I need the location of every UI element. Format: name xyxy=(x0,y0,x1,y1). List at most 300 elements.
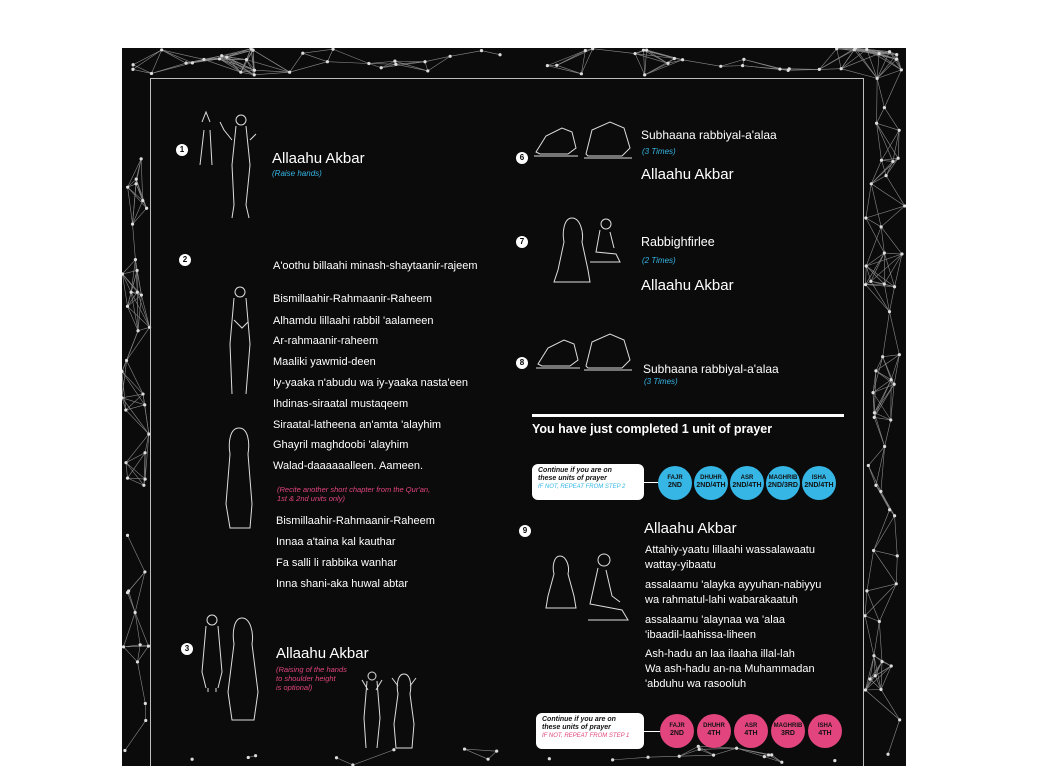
constellation-line xyxy=(135,612,140,644)
prayer-name: FAJR xyxy=(667,475,683,481)
constellation-line xyxy=(135,612,148,646)
constellation-dot xyxy=(185,61,188,64)
constellation-line xyxy=(867,550,874,590)
constellation-dot xyxy=(883,445,886,448)
continue-blue-line-1: Continue if you are on xyxy=(538,467,612,474)
figure-pair-raise-hands xyxy=(354,668,424,752)
constellation-dot xyxy=(124,408,127,411)
constellation-dot xyxy=(239,71,242,74)
constellation-line xyxy=(133,208,147,224)
constellation-dot xyxy=(897,157,900,160)
constellation-dot xyxy=(426,69,429,72)
constellation-dot xyxy=(141,392,144,395)
constellation-line xyxy=(137,292,149,327)
constellation-line xyxy=(866,285,890,312)
step-2-fatiha-7: Siraatal-latheena an'amta 'alayhim xyxy=(273,419,442,431)
constellation-dot xyxy=(898,129,901,132)
constellation-line xyxy=(127,306,138,330)
step-2-fatiha-5: Iy-yaaka n'abudu wa iy-yaaka nasta'een xyxy=(273,377,468,389)
step-9-line-9: 'abduhu wa rasooluh xyxy=(645,678,747,690)
constellation-dot xyxy=(142,484,145,487)
constellation-line xyxy=(635,54,645,75)
constellation-dot xyxy=(251,49,254,52)
step-8-badge: 8 xyxy=(516,357,528,369)
constellation-line xyxy=(874,550,898,555)
constellation-line xyxy=(128,159,141,187)
constellation-dot xyxy=(134,611,137,614)
constellation-line xyxy=(125,720,146,750)
constellation-line xyxy=(881,446,885,491)
constellation-dot xyxy=(140,157,143,160)
step-2-note-line-2: 1st & 2nd units only) xyxy=(277,494,345,503)
prayer-circle-asr-blue xyxy=(730,466,764,500)
step-3-note xyxy=(276,665,347,692)
constellation-dot xyxy=(591,48,594,50)
step-2-fatiha-8: Ghayril maghdoobi 'alayhim xyxy=(273,439,409,451)
step-3-badge: 3 xyxy=(181,643,193,655)
constellation-dot xyxy=(895,53,898,56)
constellation-dot xyxy=(125,359,128,362)
constellation-line xyxy=(884,70,901,108)
constellation-dot xyxy=(666,62,669,65)
prayer-unit: 2ND/4TH xyxy=(732,482,762,489)
constellation-dot xyxy=(122,396,124,399)
constellation-line xyxy=(333,49,369,63)
constellation-dot xyxy=(890,378,893,381)
constellation-line xyxy=(137,662,145,704)
constellation-line xyxy=(122,270,137,274)
constellation-dot xyxy=(331,48,334,51)
figure-standing-hijab xyxy=(220,424,258,532)
prayer-circle-asr-pink xyxy=(734,714,768,748)
constellation-line xyxy=(122,371,145,404)
constellation-dot xyxy=(741,64,744,67)
prayer-circle-dhuhr-blue xyxy=(694,466,728,500)
constellation-dot xyxy=(778,67,781,70)
constellation-line xyxy=(865,656,874,690)
constellation-dot xyxy=(673,57,676,60)
step-2-note-line-1: (Recite another short chapter from the Qur'an, xyxy=(277,485,431,494)
prayer-name: DHUHR xyxy=(703,723,725,729)
constellation-dot xyxy=(896,554,899,557)
constellation-dot xyxy=(141,199,144,202)
constellation-dot xyxy=(874,484,877,487)
constellation-line xyxy=(131,292,149,327)
step-1-note: (Raise hands) xyxy=(272,169,322,178)
constellation-dot xyxy=(870,182,873,185)
step-6-badge: 6 xyxy=(516,152,528,164)
figure-sitting-tashahhud xyxy=(542,548,638,640)
constellation-dot xyxy=(124,461,127,464)
step-9-line-1: Attahiy-yaatu lillaahi wassalawaatu xyxy=(645,544,815,556)
constellation-dot xyxy=(893,514,896,517)
constellation-line xyxy=(865,690,899,720)
constellation-line xyxy=(895,516,898,556)
constellation-line xyxy=(327,49,333,62)
step-3-note-line-1: (Raising of the hands xyxy=(276,665,347,674)
figure-standing-raise-hands xyxy=(194,110,264,222)
prayer-unit: 2ND/4TH xyxy=(804,482,834,489)
continue-box-pink xyxy=(536,713,644,749)
constellation-dot xyxy=(546,64,549,67)
continue-blue-line-2: these units of prayer xyxy=(538,475,607,482)
constellation-dot xyxy=(633,52,636,55)
constellation-line xyxy=(865,591,867,616)
constellation-dot xyxy=(865,264,868,267)
constellation-line xyxy=(866,206,905,218)
constellation-line xyxy=(253,50,290,72)
constellation-line xyxy=(126,434,149,463)
constellation-line xyxy=(547,50,585,65)
constellation-line xyxy=(884,253,902,254)
constellation-line xyxy=(865,584,896,616)
constellation-line xyxy=(868,466,881,492)
constellation-dot xyxy=(895,58,898,61)
constellation-dot xyxy=(872,654,875,657)
constellation-dot xyxy=(876,77,879,80)
step-2-kauthar-4: Inna shani-aka huwal abtar xyxy=(276,578,409,590)
constellation-dot xyxy=(288,71,291,74)
step-3-note-line-3: is optional) xyxy=(276,683,313,692)
constellation-line xyxy=(133,50,162,65)
constellation-line xyxy=(133,184,137,224)
constellation-line xyxy=(123,612,135,646)
constellation-dot xyxy=(220,54,223,57)
constellation-dot xyxy=(873,416,876,419)
continue-blue-connector xyxy=(644,482,658,483)
constellation-dot xyxy=(898,353,901,356)
constellation-dot xyxy=(380,66,383,69)
constellation-line xyxy=(162,50,186,63)
constellation-dot xyxy=(881,355,884,358)
constellation-line xyxy=(894,355,899,385)
prayer-unit: 4TH xyxy=(744,730,758,737)
prayer-circle-maghrib-blue xyxy=(766,466,800,500)
constellation-dot xyxy=(890,664,893,667)
constellation-dot xyxy=(874,369,877,372)
constellation-dot xyxy=(900,68,903,71)
step-8-note: (3 Times) xyxy=(644,377,678,386)
constellation-line xyxy=(290,62,328,72)
constellation-dot xyxy=(143,403,146,406)
constellation-dot xyxy=(888,310,891,313)
constellation-dot xyxy=(480,49,483,52)
constellation-line xyxy=(643,50,682,60)
constellation-line xyxy=(128,478,144,485)
constellation-dot xyxy=(301,52,304,55)
constellation-dot xyxy=(891,160,894,163)
constellation-dot xyxy=(123,749,126,752)
constellation-dot xyxy=(889,418,892,421)
constellation-dot xyxy=(584,49,587,52)
constellation-line xyxy=(877,78,878,123)
prayer-unit: 2ND xyxy=(669,730,684,737)
constellation-line xyxy=(133,65,151,74)
step-7-badge: 7 xyxy=(516,236,528,248)
constellation-dot xyxy=(136,290,139,293)
constellation-dot xyxy=(498,53,501,56)
step-9-line-6: 'ibaadil-laahissa-liheen xyxy=(645,629,756,641)
constellation-dot xyxy=(883,282,886,285)
constellation-dot xyxy=(886,753,889,756)
constellation-line xyxy=(885,420,891,447)
constellation-line xyxy=(888,720,900,754)
constellation-dot xyxy=(253,69,256,72)
step-2-kauthar-1: Bismillaahir-Rahmaanir-Raheem xyxy=(276,515,435,527)
prayer-unit: 4TH xyxy=(818,730,832,737)
prayer-name: FAJR xyxy=(669,723,685,729)
constellation-line xyxy=(871,160,881,184)
constellation-line xyxy=(874,550,897,583)
step-7-note: (2 Times) xyxy=(642,256,676,265)
constellation-line xyxy=(254,72,289,75)
constellation-dot xyxy=(135,178,138,181)
constellation-dot xyxy=(144,719,147,722)
constellation-line xyxy=(643,50,644,75)
constellation-dot xyxy=(893,285,896,288)
prayer-circle-fajr-pink xyxy=(660,714,694,748)
constellation-line xyxy=(881,666,891,690)
constellation-dot xyxy=(888,50,891,53)
step-9-line-4: wa rahmatul-lahi wabarakaatuh xyxy=(645,594,798,606)
constellation-line xyxy=(126,410,149,434)
figure-standing-recite xyxy=(222,284,256,402)
constellation-dot xyxy=(126,476,129,479)
constellation-line xyxy=(126,453,145,463)
constellation-dot xyxy=(877,52,880,55)
constellation-line xyxy=(143,394,149,434)
step-2-opening: A'oothu billaahi minash-shaytaanir-rajeem xyxy=(273,260,478,272)
step-2-fatiha-1: Bismillaahir-Rahmaanir-Raheem xyxy=(273,293,432,305)
constellation-line xyxy=(303,53,328,62)
constellation-line xyxy=(137,646,148,662)
constellation-line xyxy=(867,591,879,622)
constellation-dot xyxy=(144,702,147,705)
constellation-line xyxy=(884,108,899,131)
constellation-dot xyxy=(126,186,129,189)
constellation-line xyxy=(643,50,667,63)
constellation-line xyxy=(133,69,152,73)
step-9-line-2: wattay-yibaatu xyxy=(645,559,716,571)
constellation-line xyxy=(133,224,136,259)
constellation-dot xyxy=(130,291,133,294)
constellation-dot xyxy=(126,305,129,308)
constellation-dot xyxy=(895,582,898,585)
step-2-badge: 2 xyxy=(179,254,191,266)
constellation-dot xyxy=(864,688,867,691)
constellation-dot xyxy=(393,60,396,63)
constellation-dot xyxy=(643,73,646,76)
prayer-name: MAGHRIB xyxy=(773,723,803,729)
constellation-dot xyxy=(143,570,146,573)
prayer-unit: 4TH xyxy=(707,730,721,737)
constellation-dot xyxy=(898,718,901,721)
constellation-line xyxy=(877,108,885,124)
constellation-line xyxy=(819,49,836,70)
constellation-dot xyxy=(191,61,194,64)
constellation-dot xyxy=(132,63,135,66)
step-6-line: Subhaana rabbiyal-a'alaa xyxy=(641,128,777,142)
continue-pink-connector xyxy=(644,731,660,732)
step-2-kauthar-2: Innaa a'taina kal kauthar xyxy=(276,536,396,548)
constellation-dot xyxy=(883,251,886,254)
step-9-line-3: assalaamu 'alayka ayyuhan-nabiyyu xyxy=(645,579,822,591)
constellation-dot xyxy=(879,688,882,691)
constellation-line xyxy=(877,59,896,78)
constellation-dot xyxy=(143,451,146,454)
constellation-line xyxy=(123,647,137,662)
continue-pink-line-1: Continue if you are on xyxy=(542,716,616,723)
step-2-note xyxy=(277,485,430,503)
prayer-unit: 2ND/3RD xyxy=(768,482,798,489)
constellation-dot xyxy=(900,252,903,255)
step-2-fatiha-2: Alhamdu lillaahi rabbil 'aalameen xyxy=(273,315,434,327)
continue-blue-line-3: IF NOT, REPEAT FROM STEP 2 xyxy=(538,484,626,490)
constellation-dot xyxy=(131,68,134,71)
constellation-line xyxy=(557,65,582,74)
constellation-dot xyxy=(134,182,137,185)
constellation-line xyxy=(871,184,881,227)
constellation-line xyxy=(883,312,890,357)
constellation-dot xyxy=(136,660,139,663)
constellation-line xyxy=(889,287,894,312)
step-6-note: (3 Times) xyxy=(642,147,676,156)
prayer-circle-fajr-blue xyxy=(658,466,692,500)
constellation-dot xyxy=(126,534,129,537)
step-2-fatiha-3: Ar-rahmaanir-raheem xyxy=(273,335,379,347)
constellation-line xyxy=(369,63,396,64)
constellation-line xyxy=(881,491,890,509)
constellation-line xyxy=(581,50,585,73)
constellation-dot xyxy=(880,660,883,663)
constellation-line xyxy=(162,50,204,59)
divider-rule xyxy=(532,414,844,417)
constellation-dot xyxy=(225,56,228,59)
constellation-dot xyxy=(218,57,221,60)
constellation-line xyxy=(128,593,136,613)
constellation-dot xyxy=(787,69,790,72)
figure-prostration-pair-2 xyxy=(534,326,634,376)
constellation-line xyxy=(896,556,897,584)
constellation-line xyxy=(547,66,581,74)
step-2-fatiha-4: Maaliki yawmid-deen xyxy=(273,356,376,368)
constellation-dot xyxy=(139,643,142,646)
constellation-line xyxy=(881,160,892,161)
prayer-unit: 2ND/4TH xyxy=(696,482,726,489)
constellation-line xyxy=(396,64,428,71)
prayer-mat xyxy=(122,48,906,766)
constellation-dot xyxy=(144,477,147,480)
constellation-line xyxy=(162,50,193,63)
constellation-dot xyxy=(681,58,684,61)
constellation-dot xyxy=(869,280,872,283)
constellation-dot xyxy=(874,674,877,677)
step-7-title: Allaahu Akbar xyxy=(641,277,734,294)
constellation-line xyxy=(645,50,647,75)
constellation-dot xyxy=(880,159,883,162)
step-9-line-8: Wa ash-hadu an-na Muhammadan xyxy=(645,663,815,675)
constellation-line xyxy=(721,66,743,67)
constellation-dot xyxy=(122,645,125,648)
constellation-dot xyxy=(145,207,148,210)
prayer-name: ISHA xyxy=(811,475,827,481)
constellation-dot xyxy=(864,216,867,219)
constellation-dot xyxy=(875,122,878,125)
constellation-line xyxy=(881,206,905,227)
constellation-line xyxy=(395,61,425,62)
constellation-line xyxy=(122,371,143,394)
constellation-line xyxy=(127,361,143,395)
constellation-line xyxy=(450,51,481,57)
constellation-dot xyxy=(873,411,876,414)
constellation-line xyxy=(866,184,871,218)
constellation-line xyxy=(868,446,884,465)
step-2-kauthar-3: Fa salli li rabbika wanhar xyxy=(276,557,398,569)
continue-pink-line-3: IF NOT, REPEAT FROM STEP 1 xyxy=(542,733,630,739)
constellation-line xyxy=(874,516,895,551)
prayer-circle-isha-pink xyxy=(808,714,842,748)
constellation-line xyxy=(581,49,592,74)
constellation-dot xyxy=(131,223,134,226)
step-9-line-5: assalaamu 'alaynaa wa 'alaa xyxy=(645,614,785,626)
constellation-dot xyxy=(864,283,867,286)
constellation-line xyxy=(137,645,140,662)
constellation-line xyxy=(122,260,135,274)
step-3-title: Allaahu Akbar xyxy=(276,645,369,662)
constellation-line xyxy=(877,78,884,107)
constellation-dot xyxy=(367,62,370,65)
constellation-line xyxy=(127,331,138,361)
completed-unit-heading: You have just completed 1 unit of prayer xyxy=(532,422,773,436)
step-9-title: Allaahu Akbar xyxy=(644,520,737,537)
constellation-line xyxy=(128,187,147,208)
constellation-dot xyxy=(871,391,874,394)
step-3-note-line-2: to shoulder height xyxy=(276,674,336,683)
constellation-line xyxy=(841,54,879,69)
prayer-name: DHUHR xyxy=(700,475,722,481)
constellation-line xyxy=(879,584,896,622)
constellation-line xyxy=(327,62,368,64)
constellation-line xyxy=(131,292,138,330)
constellation-line xyxy=(877,123,899,158)
figure-pair-standing xyxy=(198,612,264,724)
constellation-line xyxy=(871,161,893,183)
constellation-line xyxy=(879,621,882,661)
prayer-name: ISHA xyxy=(817,723,833,729)
constellation-dot xyxy=(245,58,248,61)
prayer-unit: 3RD xyxy=(780,730,795,737)
constellation-line xyxy=(867,584,896,591)
constellation-dot xyxy=(879,490,882,493)
constellation-dot xyxy=(867,464,870,467)
constellation-dot xyxy=(878,620,881,623)
constellation-line xyxy=(841,69,877,79)
constellation-dot xyxy=(885,174,888,177)
constellation-dot xyxy=(580,72,583,75)
prayer-name: ASR xyxy=(740,475,754,481)
constellation-line xyxy=(128,453,146,478)
constellation-dot xyxy=(868,677,871,680)
constellation-line xyxy=(866,284,885,285)
constellation-dot xyxy=(818,68,821,71)
constellation-line xyxy=(866,253,885,285)
constellation-line xyxy=(895,254,902,287)
constellation-line xyxy=(837,48,856,49)
constellation-dot xyxy=(883,106,886,109)
constellation-line xyxy=(138,295,141,331)
constellation-line xyxy=(884,254,902,284)
figure-sitting-pair xyxy=(550,212,624,288)
